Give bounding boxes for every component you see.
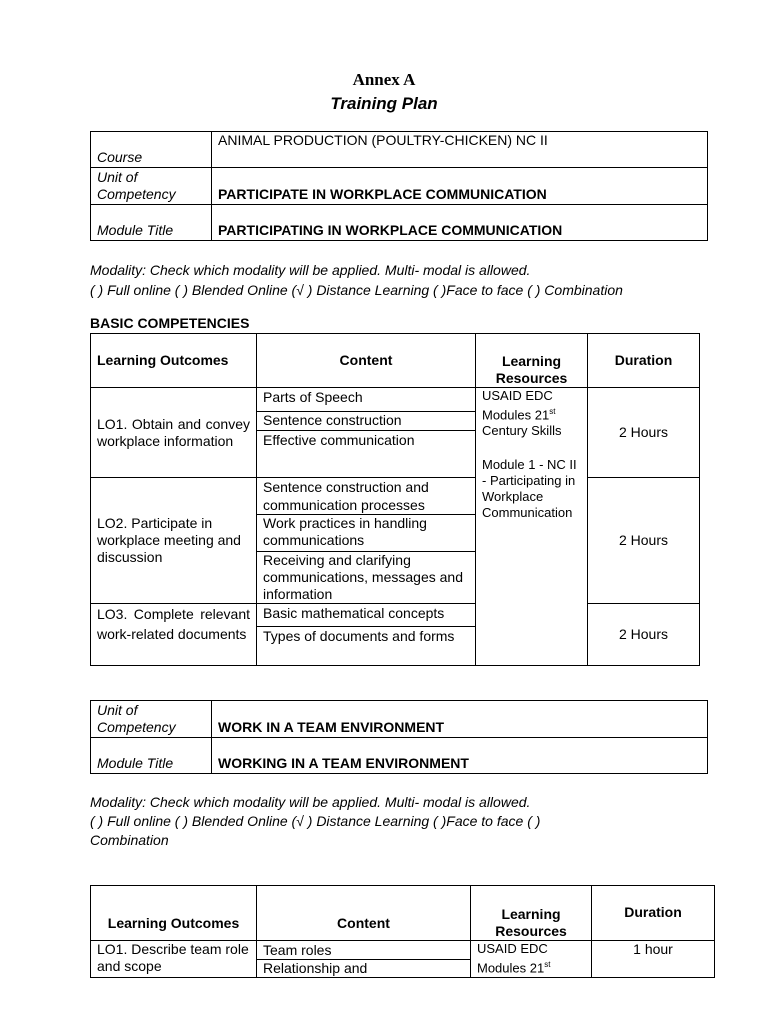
lo1-duration: 1 hour — [592, 941, 715, 978]
modality-note-1 — [90, 260, 730, 300]
table-row — [91, 388, 700, 478]
team-competencies-table — [90, 885, 715, 978]
course-value: ANIMAL PRODUCTION (POULTRY-CHICKEN) NC II — [212, 132, 708, 168]
lo2-duration: 2 Hours — [588, 478, 700, 604]
page-title: Annex A — [352, 70, 416, 89]
header-content: Content — [257, 886, 471, 941]
header-learning-resources: Learning Resources — [476, 334, 588, 388]
modality-options: ( ) Full online ( ) Blended Online (√ ) Distance Learning ( )Face to face ( ) — [90, 813, 541, 829]
modality-instruction: Modality: Check which modality will be applied. Multi- modal is allowed. — [90, 262, 531, 278]
module-row — [91, 205, 708, 241]
modality-note-2 — [90, 793, 710, 850]
table-header-row — [91, 334, 700, 388]
lo1-cell: LO1. Obtain and convey workplace information — [91, 388, 257, 478]
list-item: Relationship and — [257, 959, 470, 977]
table-row — [91, 941, 715, 978]
unit-value: WORK IN A TEAM ENVIRONMENT — [212, 701, 708, 738]
modality-options-cont: Combination — [90, 832, 169, 848]
lo1-content-cell — [257, 388, 476, 478]
unit-row — [91, 701, 708, 738]
module-value: WORKING IN A TEAM ENVIRONMENT — [212, 738, 708, 774]
list-item: Sentence construction — [257, 411, 475, 430]
module-row — [91, 738, 708, 774]
module-label: Module Title — [91, 738, 212, 774]
list-item: Work practices in handling communications — [257, 514, 475, 551]
basic-competencies-heading: BASIC COMPETENCIES — [90, 315, 250, 331]
table-row — [91, 478, 700, 604]
list-item: Effective communication — [257, 430, 475, 449]
header-learning-resources: Learning Resources — [471, 886, 592, 941]
table-header-row — [91, 886, 715, 941]
list-item: Parts of Speech — [263, 389, 363, 405]
lo1-cell: LO1. Describe team role and scope — [91, 941, 257, 978]
lo1-content-cell — [257, 941, 471, 978]
lo3-duration: 2 Hours — [588, 604, 700, 666]
learning-resources-cell: USAID EDC Modules 21st Century Skills Module 1 - NC II - Participating in Workplace Communication — [476, 388, 588, 666]
unit-label: Unit of Competency — [91, 701, 212, 738]
modality-instruction: Modality: Check which modality will be applied. Multi- modal is allowed. — [90, 794, 531, 810]
module-value: PARTICIPATING IN WORKPLACE COMMUNICATION — [212, 205, 708, 241]
header-content: Content — [257, 334, 476, 388]
course-row — [91, 132, 708, 168]
header-duration: Duration — [588, 334, 700, 388]
unit-row — [91, 168, 708, 205]
competencies-table — [90, 333, 700, 666]
header-learning-outcomes: Learning Outcomes — [91, 886, 257, 941]
lo2-content-cell — [257, 478, 476, 604]
header-learning-outcomes: Learning Outcomes — [91, 334, 257, 388]
table-row — [91, 604, 700, 666]
list-item: Team roles — [263, 942, 332, 958]
unit-value: PARTICIPATE IN WORKPLACE COMMUNICATION — [212, 168, 708, 205]
page-subtitle: Training Plan — [330, 94, 438, 113]
list-item: Sentence construction and communication processes — [263, 479, 429, 513]
modality-options: ( ) Full online ( ) Blended Online (√ ) Distance Learning ( )Face to face ( ) Combination — [90, 282, 623, 298]
header-duration: Duration — [592, 886, 715, 941]
lo1-duration: 2 Hours — [588, 388, 700, 478]
course-label: Course — [91, 132, 212, 168]
lo2-cell: LO2. Participate in workplace meeting and discussion — [91, 478, 257, 604]
team-info-table — [90, 700, 708, 774]
module-label: Module Title — [91, 205, 212, 241]
list-item: Receiving and clarifying communications, messages and information — [257, 551, 475, 603]
unit-label: Unit of Competency — [91, 168, 212, 205]
course-info-table — [90, 131, 708, 241]
list-item: Basic mathematical concepts — [263, 605, 445, 621]
lo3-cell: LO3. Complete relevant work-related documents — [91, 604, 257, 666]
lo3-content-cell — [257, 604, 476, 666]
list-item: Types of documents and forms — [257, 626, 475, 646]
learning-resources-cell: USAID EDC Modules 21st — [471, 941, 592, 978]
